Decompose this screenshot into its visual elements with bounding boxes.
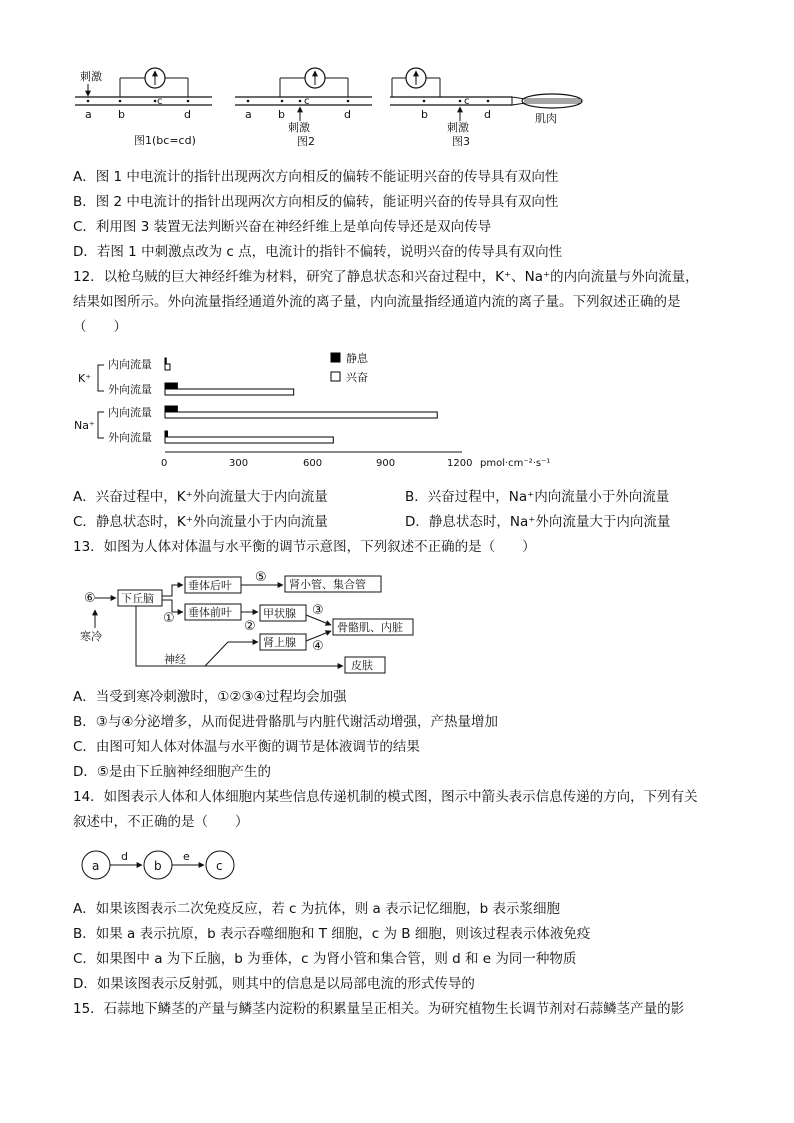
category-label: 外向流量 — [108, 383, 152, 396]
legend-label-rest: 静息 — [346, 352, 368, 365]
q14-option-c: C．如果图中 a 为下丘脑，b 为垂体，c 为肾小管和集合管，则 d 和 e 为同一种物质 — [73, 951, 577, 967]
q11-option-d: D．若图 1 中刺激点改为 c 点，电流计的指针不偏转，说明兴奋的传导具有双向性 — [73, 244, 563, 260]
q14-stem-line1: 14．如图表示人体和人体细胞内某些信息传递机制的模式图，图示中箭头表示信息传递的方向，下列有关 — [73, 789, 698, 805]
q14-option-d: D．如果该图表示反射弧，则其中的信息是以局部电流的形式传导的 — [73, 976, 475, 992]
q14-option-b: B．如果 a 表示抗原，b 表示吞噬细胞和 T 细胞，c 为 B 细胞，则该过程表示体液免疫 — [73, 926, 591, 942]
x-axis-unit: pmol·cm⁻²·s⁻¹ — [480, 458, 551, 469]
node-muscle-viscera: 骨骼肌、内脏 — [337, 621, 403, 634]
x-tick-label: 600 — [303, 458, 323, 469]
q13-stem: 13．如图为人体对体温与水平衡的调节示意图，下列叙述不正确的是（ ） — [73, 539, 536, 555]
q12-option-c: C．静息状态时，K⁺外向流量小于内向流量 — [73, 514, 328, 530]
x-tick-label: 1200 — [447, 458, 473, 469]
node-kidney-tubule: 肾小管、集合管 — [289, 578, 366, 591]
node-thyroid: 甲状腺 — [263, 607, 296, 620]
group-label-na: Na⁺ — [74, 419, 95, 432]
node-a-label: a — [92, 859, 100, 873]
q12-option-a: A．兴奋过程中，K⁺外向流量大于内向流量 — [73, 489, 328, 505]
fig2-point-b: b — [278, 108, 285, 121]
fig2-point-a: a — [245, 108, 252, 121]
edge-d-label: d — [121, 850, 128, 863]
node-hypothalamus: 下丘脑 — [121, 592, 154, 605]
q13-option-c: C．由图可知人体对体温与水平衡的调节是体液调节的结果 — [73, 739, 420, 755]
fig2-caption: 图2 — [297, 135, 315, 148]
fig3-point-d: d — [484, 108, 491, 121]
node-c-label: c — [216, 859, 223, 873]
fig1-point-b: b — [118, 108, 125, 121]
q14-option-a: A．如果该图表示二次免疫反应，若 c 为抗体，则 a 表示记忆细胞，b 表示浆细胞 — [73, 901, 560, 917]
fig1-caption: 图1(bc=cd) — [134, 134, 196, 147]
fig3-caption: 图3 — [452, 135, 470, 148]
q12-option-d: D．静息状态时，Na⁺外向流量大于内向流量 — [405, 514, 671, 530]
mark-6: ⑥ — [84, 591, 96, 606]
fig1-point-c: c — [157, 96, 163, 107]
q13-option-b: B．③与④分泌增多，从而促进骨骼肌与内脏代谢活动增强，产热量增加 — [73, 714, 498, 730]
legend-label-excite: 兴奋 — [346, 371, 368, 384]
x-tick-label: 0 — [161, 458, 168, 469]
q12-option-b: B．兴奋过程中，Na⁺内向流量小于外向流量 — [405, 489, 670, 505]
mark-1: ① — [163, 611, 175, 626]
x-tick-label: 900 — [376, 458, 396, 469]
q12-stem-line3: （ ） — [73, 319, 127, 335]
mark-4: ④ — [312, 639, 324, 654]
node-b-label: b — [154, 859, 162, 873]
node-posterior-pituitary: 垂体后叶 — [188, 579, 232, 592]
fig3-point-b: b — [421, 108, 428, 121]
label-cold: 寒冷 — [80, 630, 102, 643]
q12-stem-line1: 12．以枪乌贼的巨大神经纤维为材料，研究了静息状态和兴奋过程中，K⁺、Na⁺的内向流量与外向流量， — [73, 269, 699, 285]
category-label: 内向流量 — [108, 358, 152, 371]
group-label-k: K⁺ — [78, 372, 92, 385]
q12-stem-line2: 结果如图所示。外向流量指经通道外流的离子量，内向流量指经通道内流的离子量。下列叙述正确的是 — [73, 294, 681, 310]
node-skin: 皮肤 — [351, 659, 373, 672]
mark-5: ⑤ — [255, 570, 267, 585]
fig3-stim-label: 刺激 — [447, 121, 469, 134]
fig1-point-a: a — [85, 108, 92, 121]
q13-option-a: A．当受到寒冷刺激时，①②③④过程均会加强 — [73, 689, 347, 705]
fig3-muscle-label: 肌肉 — [535, 112, 557, 125]
node-anterior-pituitary: 垂体前叶 — [188, 606, 232, 619]
label-nerve: 神经 — [164, 653, 186, 666]
fig1-point-d: d — [184, 108, 191, 121]
node-adrenal: 肾上腺 — [263, 636, 296, 649]
fig2-point-d: d — [344, 108, 351, 121]
category-label: 外向流量 — [108, 431, 152, 444]
q11-option-b: B．图 2 中电流计的指针出现两次方向相反的偏转，能证明兴奋的传导具有双向性 — [73, 194, 559, 210]
mark-2: ② — [244, 619, 256, 634]
fig3-point-c: c — [464, 96, 470, 107]
fig1-stim-label: 刺激 — [80, 70, 102, 83]
fig2-point-c: c — [304, 96, 310, 107]
q14-stem-line2: 叙述中，不正确的是（ ） — [73, 814, 249, 830]
q13-option-d: D．⑤是由下丘脑神经细胞产生的 — [73, 764, 271, 780]
x-tick-label: 300 — [229, 458, 249, 469]
edge-e-label: e — [183, 850, 190, 863]
category-label: 内向流量 — [108, 406, 152, 419]
q15-stem: 15．石蒜地下鳞茎的产量与鳞茎内淀粉的积累量呈正相关。为研究植物生长调节剂对石蒜鳞茎产量的影 — [73, 1001, 685, 1017]
q11-option-a: A．图 1 中电流计的指针出现两次方向相反的偏转不能证明兴奋的传导具有双向性 — [73, 169, 559, 185]
mark-3: ③ — [312, 603, 324, 618]
q11-option-c: C．利用图 3 装置无法判断兴奋在神经纤维上是单向传导还是双向传导 — [73, 219, 492, 235]
fig2-stim-label: 刺激 — [288, 121, 310, 134]
